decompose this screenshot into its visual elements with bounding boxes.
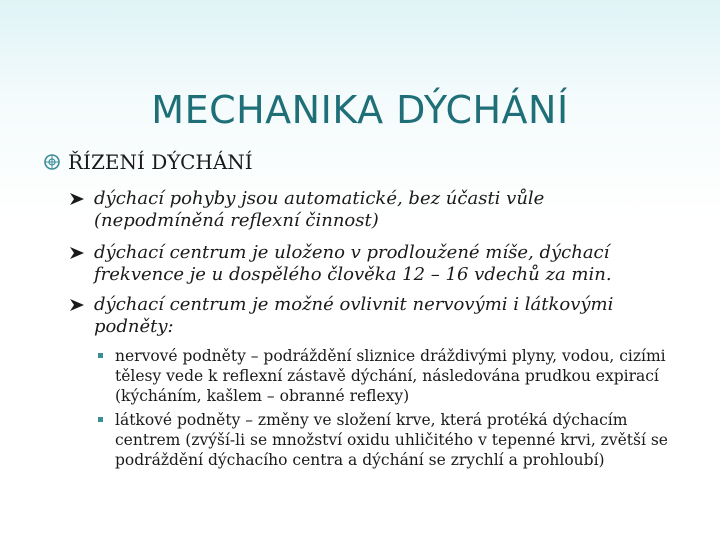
wheel-bullet-icon: [42, 152, 62, 172]
heading-item: [42, 150, 253, 174]
point-text: dýchací centrum je uloženo v prodloužené míše, dýchací frekvence je u dospělého člověka 12 – 16 vdechů za min.: [94, 242, 612, 285]
slide-title: MECHANIKA DÝCHÁNÍ: [151, 88, 569, 132]
subpoint-item: [98, 346, 683, 406]
point-text: dýchací centrum je možné ovlivnit nervovými i látkovými podněty:: [94, 294, 614, 337]
heading-text: ŘÍZENÍ DÝCHÁNÍ: [68, 150, 253, 174]
point-text: dýchací pohyby jsou automatické, bez účasti vůle (nepodmíněná reflexní činnost): [94, 188, 545, 231]
subpoint-item: [98, 410, 683, 470]
arrow-bullet-icon: [70, 193, 84, 205]
point-item: [70, 188, 680, 232]
subpoint-text: látkové podněty – změny ve složení krve, která protéká dýchacím centrem (zvýší-li se množství oxidu uhličitého v tepenné krvi, zvětší se podráždění dýchacího centra a dýchání se zrychlí a prohloubí): [115, 411, 668, 469]
square-bullet-icon: [98, 353, 103, 358]
point-item: [70, 294, 680, 338]
subpoint-text: nervové podněty – podráždění sliznice dráždivými plyny, vodou, cizími tělesy vede k reflexní zástavě dýchání, následována prudkou expirací (kýcháním, kašlem – obranné reflexy): [115, 347, 666, 405]
arrow-bullet-icon: [70, 247, 84, 259]
arrow-bullet-icon: [70, 299, 84, 311]
point-item: [70, 242, 680, 286]
square-bullet-icon: [98, 417, 103, 422]
